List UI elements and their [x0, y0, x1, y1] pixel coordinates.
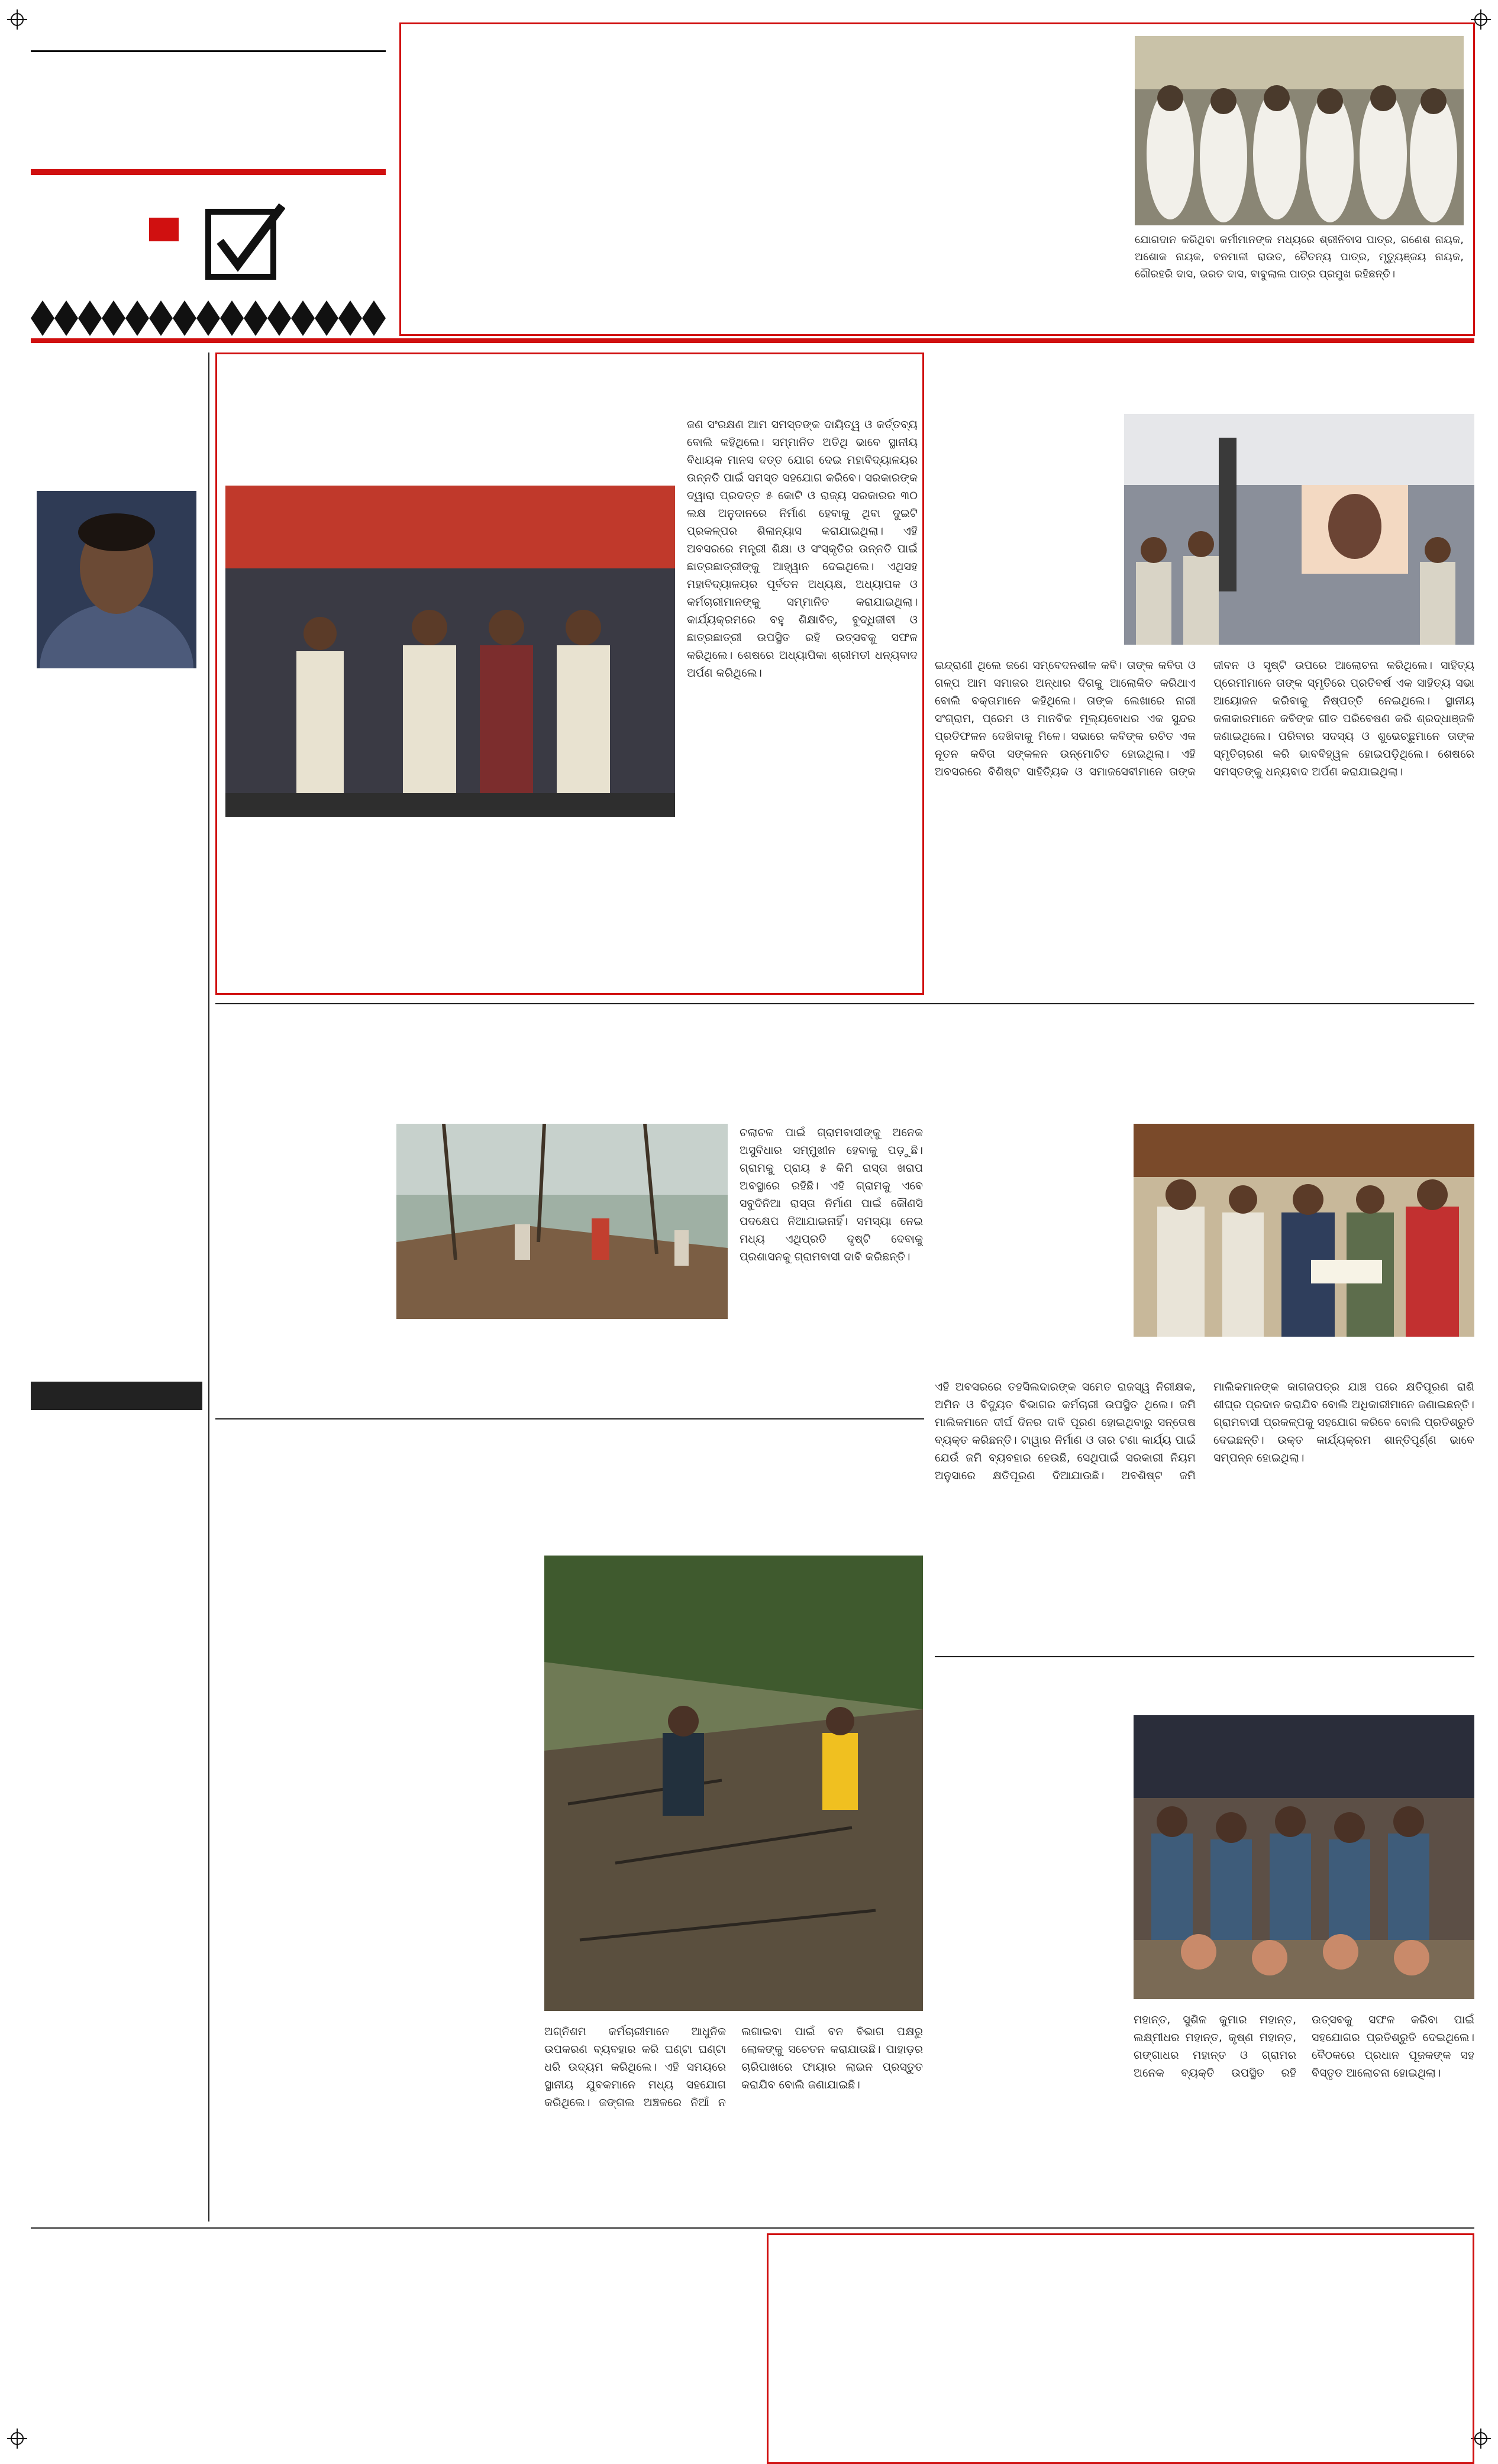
village-caption: [396, 1322, 728, 1364]
row-rule: [935, 1656, 1474, 1657]
affidavit-title: [31, 1382, 202, 1410]
navami-body: [935, 1715, 1124, 2218]
registration-mark-icon: [7, 2429, 27, 2449]
tribute-body-top: [935, 414, 1112, 645]
college-body-side: ଜଣ ସଂରକ୍ଷଣ ଆମ ସମସ୍ତଙ୍କ ଦାୟିତ୍ୱ ଓ କର୍ତ୍ତବ୍ୟ ବୋଲି କହିଥିଲେ। ସମ୍ମାନିତ ଅତିଥି ଭାବେ ସ୍ଥାନୀୟ ବିଧାୟକ ମାନସ ଦତ୍ତ ଯୋଗ ଦେଇ ମହାବିଦ୍ୟାଳୟର ଉନ୍ନତି ପାଇଁ ସମସ୍ତ ସହଯୋଗ କରିବେ। ସରକାରଙ୍କ ଦ୍ୱାରା ପ୍ରଦତ୍ତ ୫ କୋଟି ଓ ରାଜ୍ୟ ସରକାରର ୩୦ ଲକ୍ଷ ଅନୁଦାନରେ ନିର୍ମାଣ ହେବାକୁ ଥିବା ଦୁଇଟି ପ୍ରକଳ୍ପର ଶିଳାନ୍ୟାସ କରାଯାଇଥିଲା। ଏହି ଅବସରରେ ମନ୍ତ୍ରୀ ଶିକ୍ଷା ଓ ସଂସ୍କୃତିର ଉନ୍ନତି ପାଇଁ ଛାତ୍ରଛାତ୍ରୀଙ୍କୁ ଆହ୍ୱାନ ଦେଇଥିଲେ। ଏଥିସହ ମହାବିଦ୍ୟାଳୟର ପୂର୍ବତନ ଅଧ୍ୟକ୍ଷ, ଅଧ୍ୟାପକ ଓ କର୍ମଚାରୀମାନଙ୍କୁ ସମ୍ମାନିତ କରାଯାଇଥିଲା। କାର୍ଯ୍ୟକ୍ରମରେ ବହୁ ଶିକ୍ଷାବିତ୍, ବୁଦ୍ଧିଜୀବୀ ଓ ଛାତ୍ରଛାତ୍ରୀ ଉପସ୍ଥିତ ରହି ଉତ୍ସବକୁ ସଫଳ କରିଥିଲେ। ଶେଷରେ ଅଧ୍ୟାପିକା ଶ୍ରୀମତୀ ଧନ୍ୟବାଦ ଅର୍ପଣ କରିଥିଲେ।: [687, 418, 918, 680]
col1-headline: [31, 353, 202, 483]
college-photo: [225, 486, 675, 817]
row-rule: [215, 1418, 924, 1419]
row-rule: [31, 2227, 1474, 2229]
decorative-border: [31, 300, 386, 336]
college-headline: [223, 361, 915, 409]
electric-photo: [1134, 1124, 1474, 1337]
village-photo: [396, 1124, 728, 1319]
affidavit-body: [31, 1416, 202, 2114]
masthead: [31, 22, 386, 336]
col1-body: [31, 680, 202, 1366]
navami-headline: [935, 1662, 1474, 1709]
page-label: [149, 218, 179, 241]
affidavit-box: [31, 1382, 202, 2281]
lead-body: [415, 107, 1113, 326]
fire-body-continued: ଅଗ୍ନିଶମ କର୍ମଚାରୀମାନେ ଆଧୁନିକ ଉପକରଣ ବ୍ୟବହାର କରି ଘଣ୍ଟା ଘଣ୍ଟା ଧରି ଉଦ୍ୟମ କରିଥିଲେ। ଏହି ସମୟରେ ସ୍ଥାନୀୟ ଯୁବକମାନେ ମଧ୍ୟ ସହଯୋଗ କରିଥିଲେ। ଜଙ୍ଗଲ ଅଞ୍ଚଳରେ ନିଆଁ ନ ଲଗାଇବା ପାଇଁ ବନ ବିଭାଗ ପକ୍ଷରୁ ଲୋକଙ୍କୁ ସଚେତନ କରାଯାଉଛି। ପାହାଡ଼ର ଚାରିପାଖରେ ଫାୟାର ଲାଇନ ପ୍ରସ୍ତୁତ କରାଯିବ ବୋଲି ଜଣାଯାଇଛି।: [544, 2025, 923, 2109]
college-body: [225, 827, 675, 987]
gita-headline: [31, 2233, 758, 2275]
tribute-body: ଇନ୍ଦ୍ରାଣୀ ଥିଲେ ଜଣେ ସମ୍ବେଦନଶୀଳ କବି। ତାଙ୍କ କବିତା ଓ ଗଳ୍ପ ଆମ ସମାଜର ଅନ୍ଧାର ଦିଗକୁ ଆଲୋକିତ କରିଥାଏ ବୋଲି ବକ୍ତାମାନେ କହିଥିଲେ। ତାଙ୍କ ଲେଖାରେ ନାରୀ ସଂଗ୍ରାମ, ପ୍ରେମ ଓ ମାନବିକ ମୂଲ୍ୟବୋଧର ଏକ ସୁନ୍ଦର ପ୍ରତିଫଳନ ଦେଖିବାକୁ ମିଳେ। ସଭାରେ କବିଙ୍କ ରଚିତ ଏକ ନୂତନ କବିତା ସଙ୍କଳନ ଉନ୍ମୋଚିତ ହୋଇଥିଲା। ଏହି ଅବସରରେ ବିଶିଷ୍ଟ ସାହିତ୍ୟିକ ଓ ସମାଜସେବୀମାନେ ତାଙ୍କ ଜୀବନ ଓ ସୃଷ୍ଟି ଉପରେ ଆଲୋଚନା କରିଥିଲେ। ସାହିତ୍ୟ ପ୍ରେମୀମାନେ ତାଙ୍କ ସ୍ମୃତିରେ ପ୍ରତିବର୍ଷ ଏକ ସାହିତ୍ୟ ସଭା ଆୟୋଜନ କରିବାକୁ ନିଷ୍ପତ୍ତି ନେଇଥିଲେ। ସ୍ଥାନୀୟ କଳାକାରମାନେ କବିଙ୍କ ଗୀତ ପରିବେଷଣ କରି ଶ୍ରଦ୍ଧାଞ୍ଜଳି ଜଣାଇଥିଲେ। ପରିବାର ସଦସ୍ୟ ଓ ଶୁଭେଚ୍ଛୁମାନେ ତାଙ୍କ ସ୍ମୃତିଚାରଣ କରି ଭାବବିହ୍ୱଳ ହୋଇପଡ଼ିଥିଲେ। ଶେଷରେ ସମସ୍ତଙ୍କୁ ଧନ୍ୟବାଦ ଅର୍ପଣ କରାଯାଇଥିଲା।: [935, 659, 1474, 778]
fire-body: [215, 1556, 535, 2218]
college-banner-text: [225, 497, 675, 557]
registration-mark-icon: [7, 9, 27, 30]
row-rule: [215, 1003, 1474, 1004]
sand-headline-1: [769, 2240, 1473, 2287]
fire-headline-1: [215, 1425, 924, 1485]
col1-portrait: [37, 491, 196, 668]
sand-headline-2: [769, 2287, 1473, 2334]
electric-body-continued: ଏହି ଅବସରରେ ତହସିଲଦାରଙ୍କ ସମେତ ରାଜସ୍ୱ ନିରୀକ୍ଷକ, ଅମିନ ଓ ବିଦ୍ୟୁତ ବିଭାଗର କର୍ମଚାରୀ ଉପସ୍ଥିତ ଥିଲେ। ଜମି ମାଲିକମାନେ ଦୀର୍ଘ ଦିନର ଦାବି ପୂରଣ ହୋଇଥିବାରୁ ସନ୍ତୋଷ ବ୍ୟକ୍ତ କରିଛନ୍ତି। ଟାୱାର ନିର୍ମାଣ ଓ ତାର ଟଣା କାର୍ଯ୍ୟ ପାଇଁ ଯେଉଁ ଜମି ବ୍ୟବହାର ହେଉଛି, ସେଥିପାଇଁ ସରକାରୀ ନିୟମ ଅନୁସାରେ କ୍ଷତିପୂରଣ ଦିଆଯାଉଛି। ଅବଶିଷ୍ଟ ଜମି ମାଲିକମାନଙ୍କ କାଗଜପତ୍ର ଯାଞ୍ଚ ପରେ କ୍ଷତିପୂରଣ ରାଶି ଶୀଘ୍ର ପ୍ରଦାନ କରାଯିବ ବୋଲି ଅଧିକାରୀମାନେ ଜଣାଇଛନ୍ତି। ଗ୍ରାମବାସୀ ପ୍ରକଳ୍ପକୁ ସହଯୋଗ କରିବେ ବୋଲି ପ୍ରତିଶ୍ରୁତି ଦେଇଛନ୍ତି। ଉକ୍ତ କାର୍ଯ୍ୟକ୍ରମ ଶାନ୍ତିପୂର୍ଣ୍ଣ ଭାବେ ସମ୍ପନ୍ନ ହୋଇଥିଲା।: [935, 1380, 1474, 1482]
fire-photo: [544, 1556, 923, 2011]
masthead-date: [31, 22, 386, 52]
lead-headline: [401, 36, 1123, 101]
column-rule: [208, 353, 209, 2222]
electric-body: [935, 1124, 1124, 1372]
masthead-name-line2: [179, 64, 392, 164]
masthead-underline: [31, 169, 386, 175]
checkmark-icon: [185, 200, 285, 283]
sand-story: [767, 2233, 1474, 2464]
village-headline-2: [215, 1062, 924, 1115]
navami-body-continued: ମହାନ୍ତ, ସୁଶିଳ କୁମାର ମହାନ୍ତ, ଲକ୍ଷ୍ମୀଧର ମହାନ୍ତ, କୃଷ୍ଣ ମହାନ୍ତ, ଗଙ୍ଗାଧର ମହାନ୍ତ ଓ ଗ୍ରାମର ଅନେକ ବ୍ୟକ୍ତି ଉପସ୍ଥିତ ରହି ଉତ୍ସବକୁ ସଫଳ କରିବା ପାଇଁ ସହଯୋଗର ପ୍ରତିଶ୍ରୁତି ଦେଇଥିଲେ। ବୈଠକରେ ପ୍ରଧାନ ପୂଜକଙ୍କ ସହ ବିସ୍ତୃତ ଆଲୋଚନା ହୋଇଥିଲା।: [1134, 2013, 1474, 2080]
electric-headline-1: [935, 1017, 1474, 1059]
sand-body: [779, 2342, 1463, 2460]
fire-headline-2: [215, 1485, 924, 1544]
electric-headline-2: [935, 1059, 1474, 1106]
gita-body: [31, 2283, 758, 2455]
affidavit-signature: [31, 2115, 202, 2168]
tribute-headline: [935, 355, 1479, 402]
navami-photo: [1134, 1715, 1474, 1999]
village-body: [215, 1124, 387, 1408]
tribute-photo: [1124, 414, 1474, 645]
lead-body-continued: ଯୋଗଦାନ କରିଥିବା କର୍ମୀମାନଙ୍କ ମଧ୍ୟରେ ଶ୍ରୀନିବାସ ପାତ୍ର, ଗଣେଶ ନାୟକ, ଅଶୋକ ନାୟକ, ବନମାଳୀ ରାଉତ, ଚୈତନ୍ୟ ପାତ୍ର, ମୃତ୍ୟୁଞ୍ଜୟ ନାୟକ, ଗୌରହରି ଦାସ, ଭରତ ଦାସ, ବାବୁଲାଲ ପାତ୍ର ପ୍ରମୁଖ ରହିଛନ୍ତି।: [1135, 234, 1464, 280]
masthead-name-line1: [31, 64, 196, 164]
village-body-continued: ଚଲାଚଳ ପାଇଁ ଗ୍ରାମବାସୀଙ୍କୁ ଅନେକ ଅସୁବିଧାର ସମ୍ମୁଖୀନ ହେବାକୁ ପଡ଼ୁଛି। ଗ୍ରାମକୁ ପ୍ରାୟ ୫ କିମି ରାସ୍ତା ଖରାପ ଅବସ୍ଥାରେ ରହିଛି। ଏହି ଗ୍ରାମକୁ ଏବେ ସବୁଦିନିଆ ରାସ୍ତା ନିର୍ମାଣ ପାଇଁ କୌଣସି ପଦକ୍ଷେପ ନିଆଯାଇନାହିଁ। ସମସ୍ୟା ନେଇ ମଧ୍ୟ ଏଥିପ୍ରତି ଦୃଷ୍ଟି ଦେବାକୁ ପ୍ରଶାସନକୁ ଗ୍ରାମବାସୀ ଦାବି କରିଛନ୍ତି।: [740, 1126, 923, 1263]
section-divider: [31, 338, 1474, 343]
village-headline-1: [215, 1009, 924, 1062]
lead-photo: [1135, 36, 1464, 225]
lead-story: [399, 22, 1475, 336]
college-story: [215, 353, 924, 995]
